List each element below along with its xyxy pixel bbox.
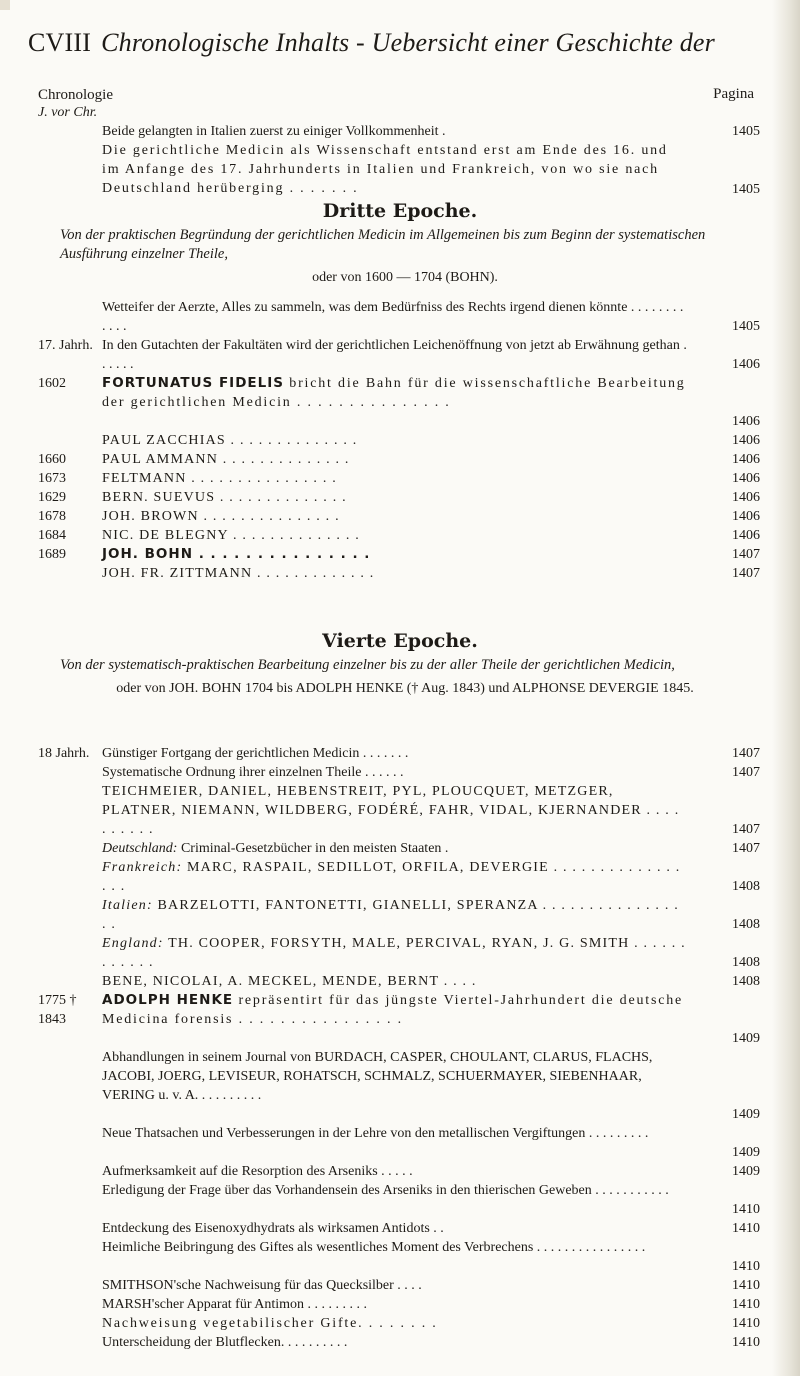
entry-row xyxy=(38,1276,760,1295)
entry-row xyxy=(38,564,760,583)
entry-text-body: MARC, RASPAIL, SEDILLOT, ORFILA, DEVERGIE . . . . . . . . . . . . . . . . . xyxy=(102,860,681,894)
entry-page: 1409 xyxy=(732,1031,760,1046)
entry-text-body: TH. COOPER, FORSYTH, MALE, PERCIVAL, RYAN, J. G. SMITH . . . . . . . . . . . . xyxy=(102,936,686,970)
entry-page: 1406 xyxy=(732,509,760,524)
entry-row xyxy=(38,1181,760,1219)
epoch-period: oder von 1600 — 1704 (BOHN). xyxy=(312,270,498,285)
entry-page: 1406 xyxy=(732,528,760,543)
epoch-title-fourth: Vierte Epoche. xyxy=(322,630,478,652)
entry-page: 1408 xyxy=(732,879,760,894)
entry-page: 1406 xyxy=(732,490,760,505)
entry-text: NIC. DE BLEGNY . . . . . . . . . . . . . . xyxy=(102,528,360,543)
entry-text: SMITHSON'sche Nachweisung für das Quecksilber . . . . xyxy=(102,1278,422,1293)
entry-year: 1678 xyxy=(38,509,66,524)
running-title: Chronologische Inhalts - Uebersicht einer Geschichte der xyxy=(101,28,715,57)
entry-text: In den Gutachten der Fakultäten wird der gerichtlichen Leichenöffnung von jetzt ab Erwähnung gethan . . . . . . xyxy=(102,338,687,372)
epoch-description-text: Von der systematisch-praktischen Bearbeitung einzelner bis zu der aller Theile der gerichtlichen Medicin, xyxy=(60,657,675,673)
entry-row xyxy=(38,336,760,374)
entry-row xyxy=(38,1219,760,1238)
entry-text: JOH. BROWN . . . . . . . . . . . . . . . xyxy=(102,509,340,524)
entry-page: 1410 xyxy=(732,1316,760,1331)
entry-page: 1409 xyxy=(732,1145,760,1160)
entry-page: 1410 xyxy=(732,1259,760,1274)
running-header xyxy=(28,28,772,58)
entry-row xyxy=(38,744,760,763)
entry-page: 1408 xyxy=(732,974,760,989)
entry-text: PAUL ZACCHIAS . . . . . . . . . . . . . . xyxy=(102,433,358,448)
epoch-description-fourth xyxy=(60,656,750,698)
entry-page: 1410 xyxy=(732,1278,760,1293)
entry-page: 1407 xyxy=(732,841,760,856)
entry-text-body: repräsentirt für das jüngste Viertel-Jahrhundert die deutsche Medicina forensis . . . . . . . . . . . . . . . . xyxy=(102,993,684,1027)
entry-row xyxy=(38,122,760,141)
entry-text: FELTMANN . . . . . . . . . . . . . . . . xyxy=(102,471,337,486)
entry-text: Entdeckung des Eisenoxydhydrats als wirksamen Antidots . . xyxy=(102,1221,444,1236)
entry-text-body: bricht die Bahn für die wissenschaftliche Bearbeitung der gerichtlichen Medicin . . . . . . . . . . . . . . . xyxy=(102,376,686,410)
entry-row xyxy=(38,782,760,839)
entry-year: 1689 xyxy=(38,547,66,562)
entry-page: 1407 xyxy=(732,822,760,837)
entry-text: JOH. FR. ZITTMANN . . . . . . . . . . . . . xyxy=(102,566,375,581)
entry-page: 1406 xyxy=(732,357,760,372)
entries-section-c xyxy=(38,744,760,1352)
entry-text: BENE, NICOLAI, A. MECKEL, MENDE, BERNT . . . . xyxy=(102,974,477,989)
epoch-description-third xyxy=(60,226,750,287)
entry-row xyxy=(38,1333,760,1352)
page-corner-mark xyxy=(0,0,10,10)
entry-row xyxy=(38,1238,760,1276)
epoch-description-text: Von der praktischen Begründung der gerichtlichen Medicin im Allgemeinen bis zum Beginn der systematischen Ausführung einzelner Theile, xyxy=(60,227,706,262)
entry-row xyxy=(38,896,760,934)
entries-section-b xyxy=(38,298,760,583)
entry-country-label: Frankreich: xyxy=(102,860,183,875)
entry-row xyxy=(38,1314,760,1333)
entry-row xyxy=(38,374,760,431)
column-header-pagina: Pagina xyxy=(713,86,754,102)
epoch-title-third: Dritte Epoche. xyxy=(322,200,478,222)
entry-page: 1405 xyxy=(732,124,760,139)
entry-text xyxy=(102,839,688,858)
entry-year: 18 Jahrh. xyxy=(38,746,90,761)
entry-year: 17. Jahrh. xyxy=(38,338,93,353)
entry-page: 1407 xyxy=(732,765,760,780)
entry-text: Unterscheidung der Blutflecken. . . . . . . . . . xyxy=(102,1335,348,1350)
entry-page: 1409 xyxy=(732,1164,760,1179)
entry-row xyxy=(38,141,760,199)
entry-year: 1629 xyxy=(38,490,66,505)
entry-row xyxy=(38,298,760,336)
entry-row xyxy=(38,1124,760,1162)
entry-text: BERN. SUEVUS . . . . . . . . . . . . . . xyxy=(102,490,347,505)
entry-page: 1408 xyxy=(732,955,760,970)
entry-country-label: Italien: xyxy=(102,898,153,913)
entry-row xyxy=(38,763,760,782)
entry-page: 1410 xyxy=(732,1335,760,1350)
entry-row xyxy=(38,488,760,507)
entry-text: Nachweisung vegetabilischer Gifte. . . . . . . . xyxy=(102,1316,438,1331)
entry-text xyxy=(102,374,688,412)
entry-row xyxy=(38,991,760,1048)
entry-text xyxy=(102,991,688,1029)
entry-row xyxy=(38,545,760,564)
entry-text xyxy=(102,858,688,896)
entry-year: 1673 xyxy=(38,471,66,486)
entry-person-name: FORTUNATUS FIDELIS xyxy=(102,375,284,391)
entry-row xyxy=(38,934,760,972)
entry-row xyxy=(38,1048,760,1124)
page-number: CVIII xyxy=(28,28,92,57)
entry-text: Die gerichtliche Medicin als Wissenschaft entstand erst am Ende des 16. und im Anfange des 17. Jahrhunderts in Italien und Frankreich, von wo sie nach Deutschland herüberging . . . . . . . xyxy=(102,143,668,196)
entry-text: MARSH'scher Apparat für Antimon . . . . . . . . . xyxy=(102,1297,368,1312)
entry-text: JOH. BOHN . . . . . . . . . . . . . . . xyxy=(102,546,371,562)
entry-page: 1406 xyxy=(732,471,760,486)
column-header-chronology xyxy=(38,86,113,122)
epoch-period: oder von JOH. BOHN 1704 bis ADOLPH HENKE († Aug. 1843) und ALPHONSE DEVERGIE 1845. xyxy=(116,681,694,696)
entry-person-name: ADOLPH HENKE xyxy=(102,992,234,1008)
entry-text: Aufmerksamkeit auf die Resorption des Arseniks . . . . . xyxy=(102,1164,413,1179)
entry-row xyxy=(38,507,760,526)
entry-year: 1660 xyxy=(38,452,66,467)
entry-row xyxy=(38,839,760,858)
entry-page: 1407 xyxy=(732,746,760,761)
entry-page: 1410 xyxy=(732,1221,760,1236)
entry-text: Abhandlungen in seinem Journal von BURDACH, CASPER, CHOULANT, CLARUS, FLACHS, JACOBI, JOERG, LEVISEUR, ROHATSCH, SCHMALZ, SCHUERMAYER, SIEBENHAAR, VERING u. v. A. . . . . . . . . . xyxy=(102,1050,653,1103)
entry-row xyxy=(38,431,760,450)
entry-country-label: Deutschland: xyxy=(102,841,178,856)
entry-page: 1405 xyxy=(732,319,760,334)
entry-text-body: Criminal-Gesetzbücher in den meisten Staaten . xyxy=(180,841,449,856)
entry-text: Erledigung der Frage über das Vorhandensein des Arseniks in den thierischen Geweben . . . . . . . . . . . xyxy=(102,1183,669,1198)
entry-row xyxy=(38,972,760,991)
chronology-label: Chronologie xyxy=(38,87,113,103)
entries-section-a xyxy=(38,122,760,199)
entry-page: 1405 xyxy=(732,182,760,197)
entry-page: 1410 xyxy=(732,1202,760,1217)
entry-row xyxy=(38,1162,760,1181)
entry-row xyxy=(38,469,760,488)
entry-year: 1775 † 1843 xyxy=(38,993,77,1027)
entry-text xyxy=(102,896,688,934)
entry-text: TEICHMEIER, DANIEL, HEBENSTREIT, PYL, PLOUCQUET, METZGER, PLATNER, NIEMANN, WILDBERG, FODÉRÉ, FAHR, VIDAL, KJERNANDER . . . . . . . . . . xyxy=(102,784,680,837)
chronology-sublabel: J. vor Chr. xyxy=(38,105,98,120)
entry-text-body: BARZELOTTI, FANTONETTI, GIANELLI, SPERANZA . . . . . . . . . . . . . . . . . xyxy=(102,898,679,932)
entry-page: 1409 xyxy=(732,1107,760,1122)
entry-page: 1410 xyxy=(732,1297,760,1312)
entry-country-label: England: xyxy=(102,936,164,951)
entry-page: 1406 xyxy=(732,433,760,448)
entry-text xyxy=(102,934,688,972)
entry-text: Günstiger Fortgang der gerichtlichen Medicin . . . . . . . xyxy=(102,746,409,761)
entry-text: PAUL AMMANN . . . . . . . . . . . . . . xyxy=(102,452,350,467)
entry-text: Heimliche Beibringung des Giftes als wesentliches Moment des Verbrechens . . . . . . . . . . . . . . . . xyxy=(102,1240,646,1255)
entry-page: 1407 xyxy=(732,547,760,562)
entry-year: 1684 xyxy=(38,528,66,543)
entry-page: 1407 xyxy=(732,566,760,581)
entry-year: 1602 xyxy=(38,376,66,391)
entry-row xyxy=(38,450,760,469)
entry-text: Systematische Ordnung ihrer einzelnen Theile . . . . . . xyxy=(102,765,404,780)
entry-row xyxy=(38,526,760,545)
entry-text: Wetteifer der Aerzte, Alles zu sammeln, was dem Bedürfniss des Rechts irgend dienen könnte . . . . . . . . . . . . xyxy=(102,300,684,334)
entry-page: 1406 xyxy=(732,452,760,467)
entry-page: 1408 xyxy=(732,917,760,932)
entry-row xyxy=(38,858,760,896)
entry-text: Neue Thatsachen und Verbesserungen in der Lehre von den metallischen Vergiftungen . . . . . . . . . xyxy=(102,1126,649,1141)
entry-page: 1406 xyxy=(732,414,760,429)
entry-text: Beide gelangten in Italien zuerst zu einiger Vollkommenheit . xyxy=(102,124,446,139)
entry-row xyxy=(38,1295,760,1314)
